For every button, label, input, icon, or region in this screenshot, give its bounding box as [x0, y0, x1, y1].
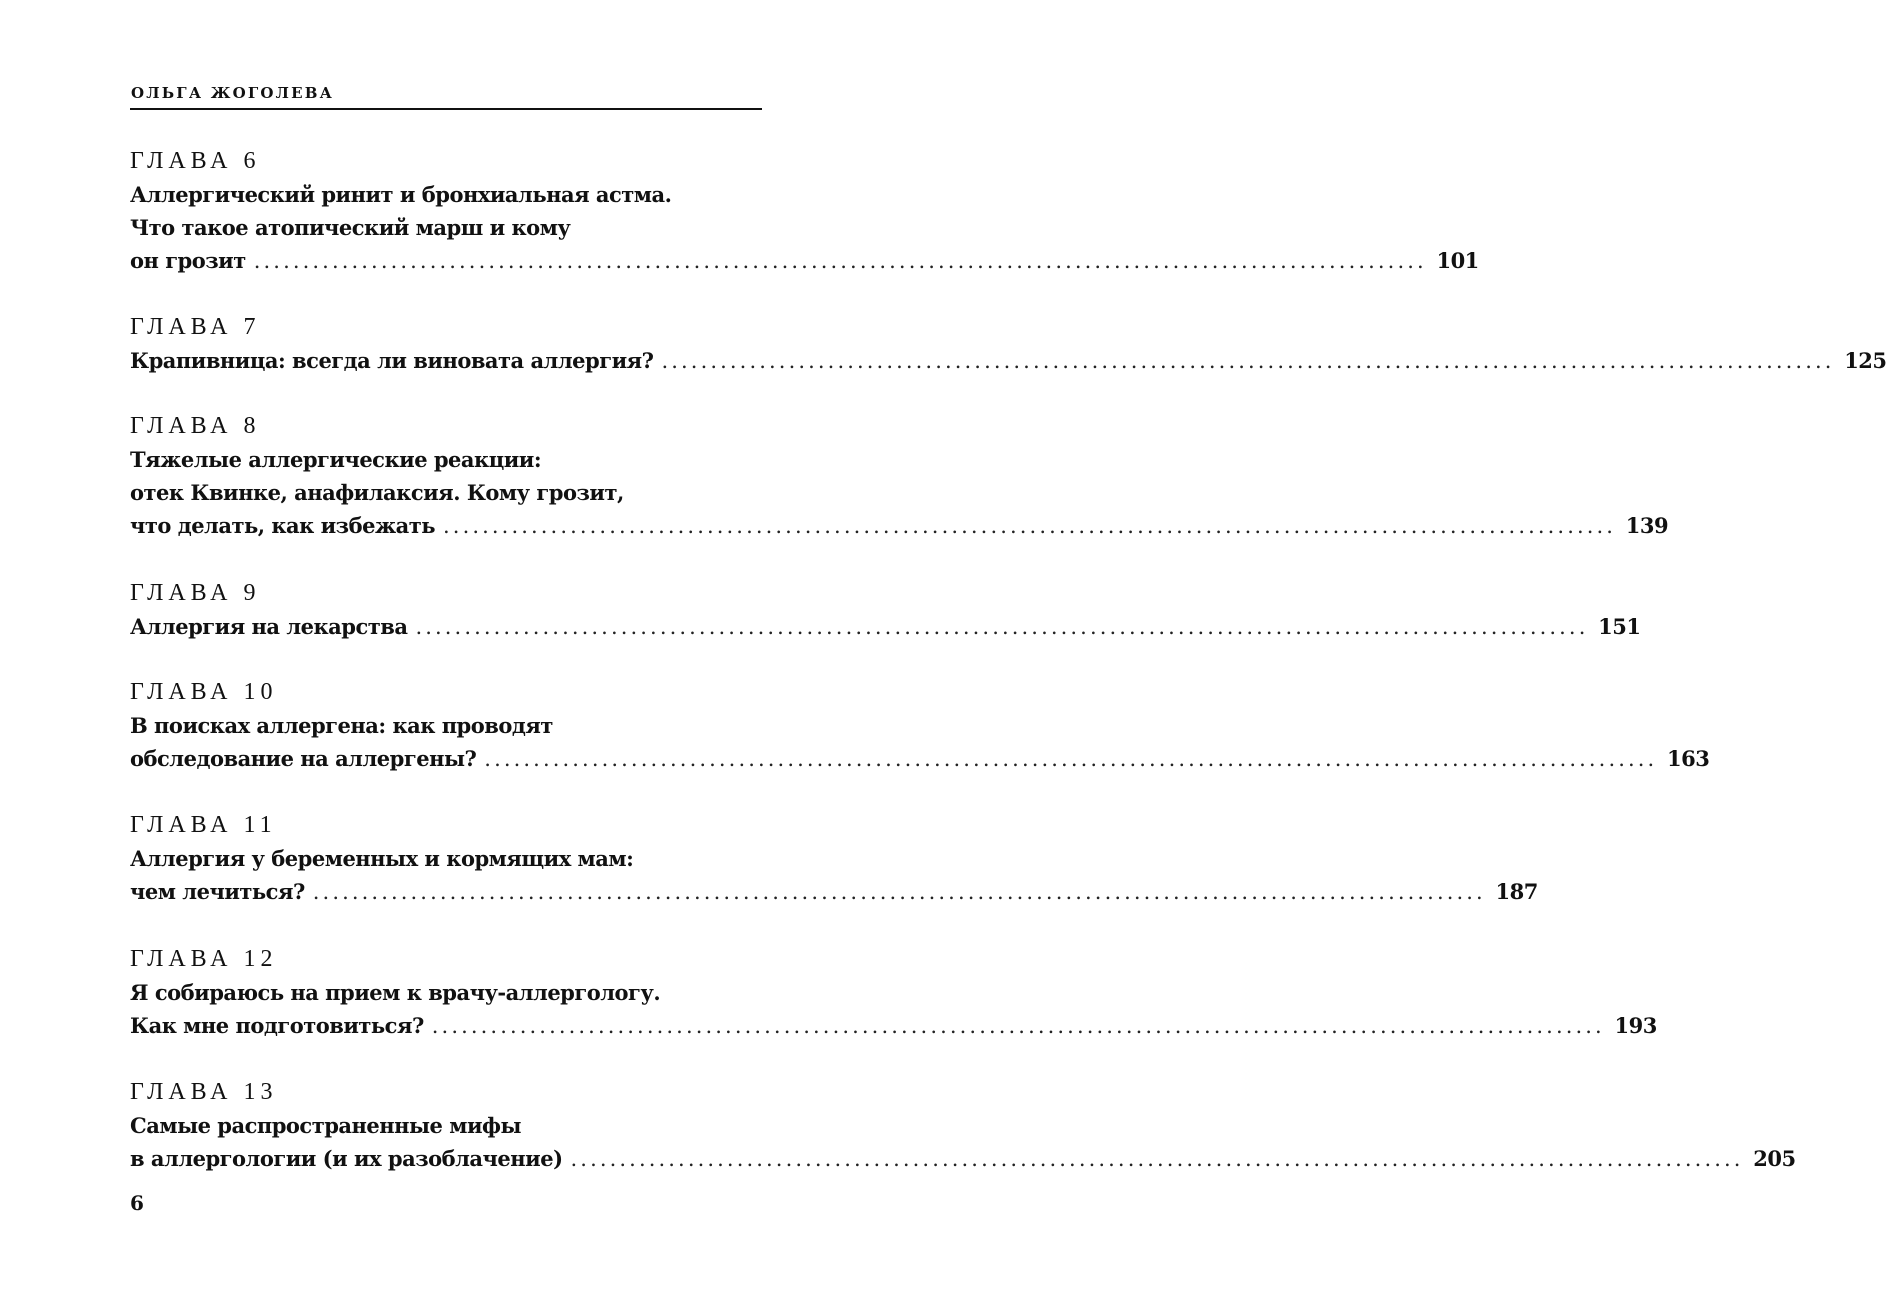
page-number: 205 — [1753, 1146, 1796, 1171]
toc-entry-chapter-13[interactable] — [130, 1075, 1796, 1175]
chapter-title-line: Аллергический ринит и бронхиальная астма. — [130, 182, 672, 207]
header-rule — [130, 108, 762, 110]
page-number: 101 — [1436, 248, 1479, 273]
chapter-title-last-line — [130, 610, 1641, 643]
chapter-title-line: что делать, как избежать — [130, 513, 436, 538]
chapter-label: ГЛАВА 9 — [130, 580, 261, 606]
toc-entry-chapter-6[interactable] — [130, 144, 1479, 277]
dot-leader: ........................................................................................................................ — [253, 249, 1427, 273]
chapter-title-last-line — [130, 1009, 1657, 1042]
page-number: 187 — [1495, 879, 1538, 904]
toc-entry-chapter-10[interactable] — [130, 675, 1710, 775]
chapter-label: ГЛАВА 8 — [130, 413, 261, 439]
page-number: 125 — [1844, 348, 1887, 373]
chapter-title-line: Тяжелые аллергические реакции: — [130, 447, 542, 472]
chapter-label: ГЛАВА 11 — [130, 812, 277, 838]
chapter-title-line: Я собираюсь на прием к врачу-аллергологу. — [130, 980, 661, 1005]
chapter-label: ГЛАВА 6 — [130, 148, 261, 174]
dot-leader: ........................................................................................................................ — [443, 514, 1617, 538]
chapter-title-line: Как мне подготовиться? — [130, 1013, 424, 1038]
chapter-title-line: Аллергия у беременных и кормящих мам: — [130, 846, 634, 871]
chapter-title-last-line — [130, 875, 1538, 908]
dot-leader: ........................................................................................................................ — [312, 880, 1486, 904]
dot-leader: ........................................................................................................................ — [431, 1014, 1605, 1038]
dot-leader: ........................................................................................................................ — [484, 747, 1658, 771]
chapter-title-line: отек Квинке, анафилаксия. Кому грозит, — [130, 480, 624, 505]
chapter-title-last-line — [130, 344, 1887, 377]
toc-entry-chapter-12[interactable] — [130, 942, 1657, 1042]
chapter-title-line: Крапивница: всегда ли виновата аллергия? — [130, 348, 654, 373]
chapter-title-line: В поисках аллергена: как проводят — [130, 713, 553, 738]
chapter-label: ГЛАВА 7 — [130, 314, 261, 340]
chapter-title-last-line — [130, 244, 1479, 277]
chapter-title-line: он грозит — [130, 248, 246, 273]
running-head-author: ОЛЬГА ЖОГОЛЕВА — [131, 84, 335, 102]
chapter-title-line: чем лечиться? — [130, 879, 305, 904]
page-number: 139 — [1625, 513, 1669, 538]
page-number: 151 — [1598, 614, 1641, 639]
toc-entry-chapter-11[interactable] — [130, 808, 1538, 908]
page-folio: 6 — [130, 1191, 144, 1215]
dot-leader: ........................................................................................................................ — [570, 1147, 1744, 1171]
chapter-title-line: Самые распространенные мифы — [130, 1113, 522, 1138]
chapter-label: ГЛАВА 10 — [130, 679, 278, 705]
toc-entry-chapter-8[interactable] — [130, 409, 1669, 542]
page-number: 163 — [1667, 746, 1710, 771]
chapter-title-line: в аллергологии (и их разоблачение) — [130, 1146, 563, 1171]
chapter-title-last-line — [130, 742, 1710, 775]
toc-entry-chapter-9[interactable] — [130, 576, 1641, 643]
page-number: 193 — [1614, 1013, 1657, 1038]
chapter-title-last-line — [130, 509, 1669, 542]
dot-leader: ........................................................................................................................ — [661, 349, 1835, 373]
chapter-label: ГЛАВА 12 — [130, 946, 278, 972]
toc-entry-chapter-7[interactable] — [130, 310, 1887, 377]
chapter-title-line: Аллергия на лекарства — [130, 614, 408, 639]
chapter-title-line: Что такое атопический марш и кому — [130, 215, 571, 240]
dot-leader: ........................................................................................................................ — [415, 615, 1589, 639]
chapter-label: ГЛАВА 13 — [130, 1079, 278, 1105]
chapter-title-line: обследование на аллергены? — [130, 746, 477, 771]
chapter-title-last-line — [130, 1142, 1796, 1175]
